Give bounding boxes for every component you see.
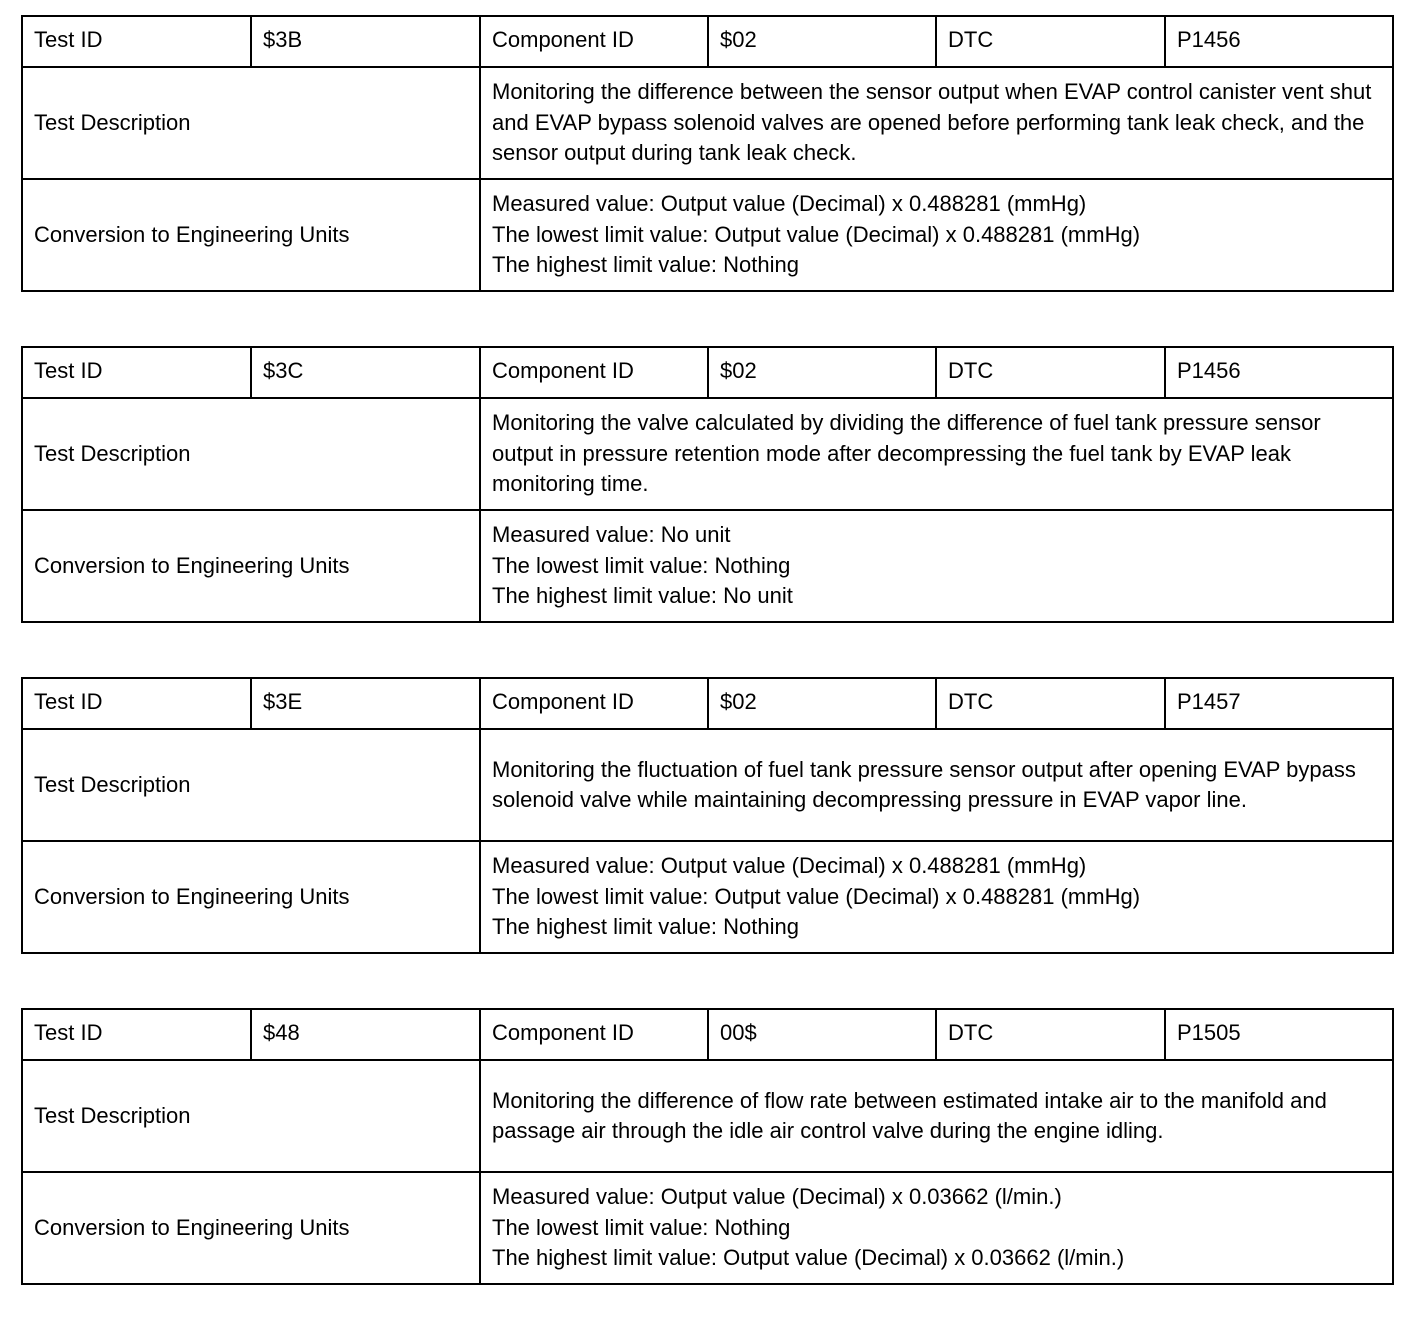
highest-limit-value: The highest limit value: Output value (Decimal) x 0.03662 (l/min.) <box>492 1245 1125 1271</box>
dtc-label: DTC <box>936 1009 1165 1060</box>
test-tables <box>21 15 1392 1339</box>
test-description-text: Monitoring the valve calculated by dividing the difference of fuel tank pressure sensor output in pressure retention mode after decompressing the fuel tank by EVAP leak monitoring time. <box>480 398 1393 510</box>
test-id-label: Test ID <box>22 678 251 729</box>
test-description-text: Monitoring the difference of flow rate between estimated intake air to the manifold and passage air through the idle air control valve during the engine idling. <box>480 1060 1393 1172</box>
header-row <box>22 347 1393 398</box>
conversion-row <box>22 1172 1393 1284</box>
conversion-row <box>22 841 1393 953</box>
lowest-limit-value: The lowest limit value: Output value (Decimal) x 0.488281 (mmHg) <box>492 883 1141 909</box>
dtc-value: P1456 <box>1165 347 1393 398</box>
conversion-label: Conversion to Engineering Units <box>22 179 480 291</box>
description-row <box>22 67 1393 179</box>
component-id-label: Component ID <box>480 347 708 398</box>
component-id-value: $02 <box>708 347 936 398</box>
test-table <box>21 346 1394 623</box>
lowest-limit-value: The lowest limit value: Nothing <box>492 1214 791 1240</box>
test-id-value: $48 <box>251 1009 480 1060</box>
dtc-value: P1505 <box>1165 1009 1393 1060</box>
measured-value: Measured value: Output value (Decimal) x 0.03662 (l/min.) <box>492 1184 1062 1210</box>
conversion-label: Conversion to Engineering Units <box>22 841 480 953</box>
header-row <box>22 16 1393 67</box>
dtc-label: DTC <box>936 347 1165 398</box>
description-row <box>22 1060 1393 1172</box>
lowest-limit-value: The lowest limit value: Nothing <box>492 552 791 578</box>
conversion-row <box>22 179 1393 291</box>
highest-limit-value: The highest limit value: Nothing <box>492 914 799 940</box>
measured-value: Measured value: Output value (Decimal) x 0.488281 (mmHg) <box>492 191 1087 217</box>
test-description-text: Monitoring the difference between the sensor output when EVAP control canister vent shut and EVAP bypass solenoid valves are opened before performing tank leak check, and the sensor output during tank leak check. <box>480 67 1393 179</box>
test-id-value: $3E <box>251 678 480 729</box>
dtc-value: P1457 <box>1165 678 1393 729</box>
description-row <box>22 398 1393 510</box>
measured-value: Measured value: No unit <box>492 522 731 548</box>
test-id-value: $3B <box>251 16 480 67</box>
conversion-values <box>480 1172 1393 1284</box>
lowest-limit-value: The lowest limit value: Output value (Decimal) x 0.488281 (mmHg) <box>492 221 1141 247</box>
test-id-label: Test ID <box>22 16 251 67</box>
test-description-label: Test Description <box>22 67 480 179</box>
component-id-value: $02 <box>708 678 936 729</box>
conversion-row <box>22 510 1393 622</box>
test-description-label: Test Description <box>22 729 480 841</box>
component-id-label: Component ID <box>480 678 708 729</box>
conversion-values <box>480 179 1393 291</box>
test-description-label: Test Description <box>22 398 480 510</box>
component-id-value: $02 <box>708 16 936 67</box>
dtc-label: DTC <box>936 678 1165 729</box>
test-table <box>21 1008 1394 1285</box>
test-id-label: Test ID <box>22 347 251 398</box>
component-id-value: 00$ <box>708 1009 936 1060</box>
conversion-values <box>480 510 1393 622</box>
test-table <box>21 15 1394 292</box>
highest-limit-value: The highest limit value: Nothing <box>492 252 799 278</box>
component-id-label: Component ID <box>480 16 708 67</box>
test-description-text: Monitoring the fluctuation of fuel tank pressure sensor output after opening EVAP bypass solenoid valve while maintaining decompressing pressure in EVAP vapor line. <box>480 729 1393 841</box>
header-row <box>22 678 1393 729</box>
dtc-value: P1456 <box>1165 16 1393 67</box>
conversion-label: Conversion to Engineering Units <box>22 510 480 622</box>
highest-limit-value: The highest limit value: No unit <box>492 583 793 609</box>
dtc-label: DTC <box>936 16 1165 67</box>
conversion-values <box>480 841 1393 953</box>
test-description-label: Test Description <box>22 1060 480 1172</box>
test-table <box>21 677 1394 954</box>
test-id-label: Test ID <box>22 1009 251 1060</box>
description-row <box>22 729 1393 841</box>
measured-value: Measured value: Output value (Decimal) x 0.488281 (mmHg) <box>492 853 1087 879</box>
component-id-label: Component ID <box>480 1009 708 1060</box>
test-id-value: $3C <box>251 347 480 398</box>
header-row <box>22 1009 1393 1060</box>
conversion-label: Conversion to Engineering Units <box>22 1172 480 1284</box>
